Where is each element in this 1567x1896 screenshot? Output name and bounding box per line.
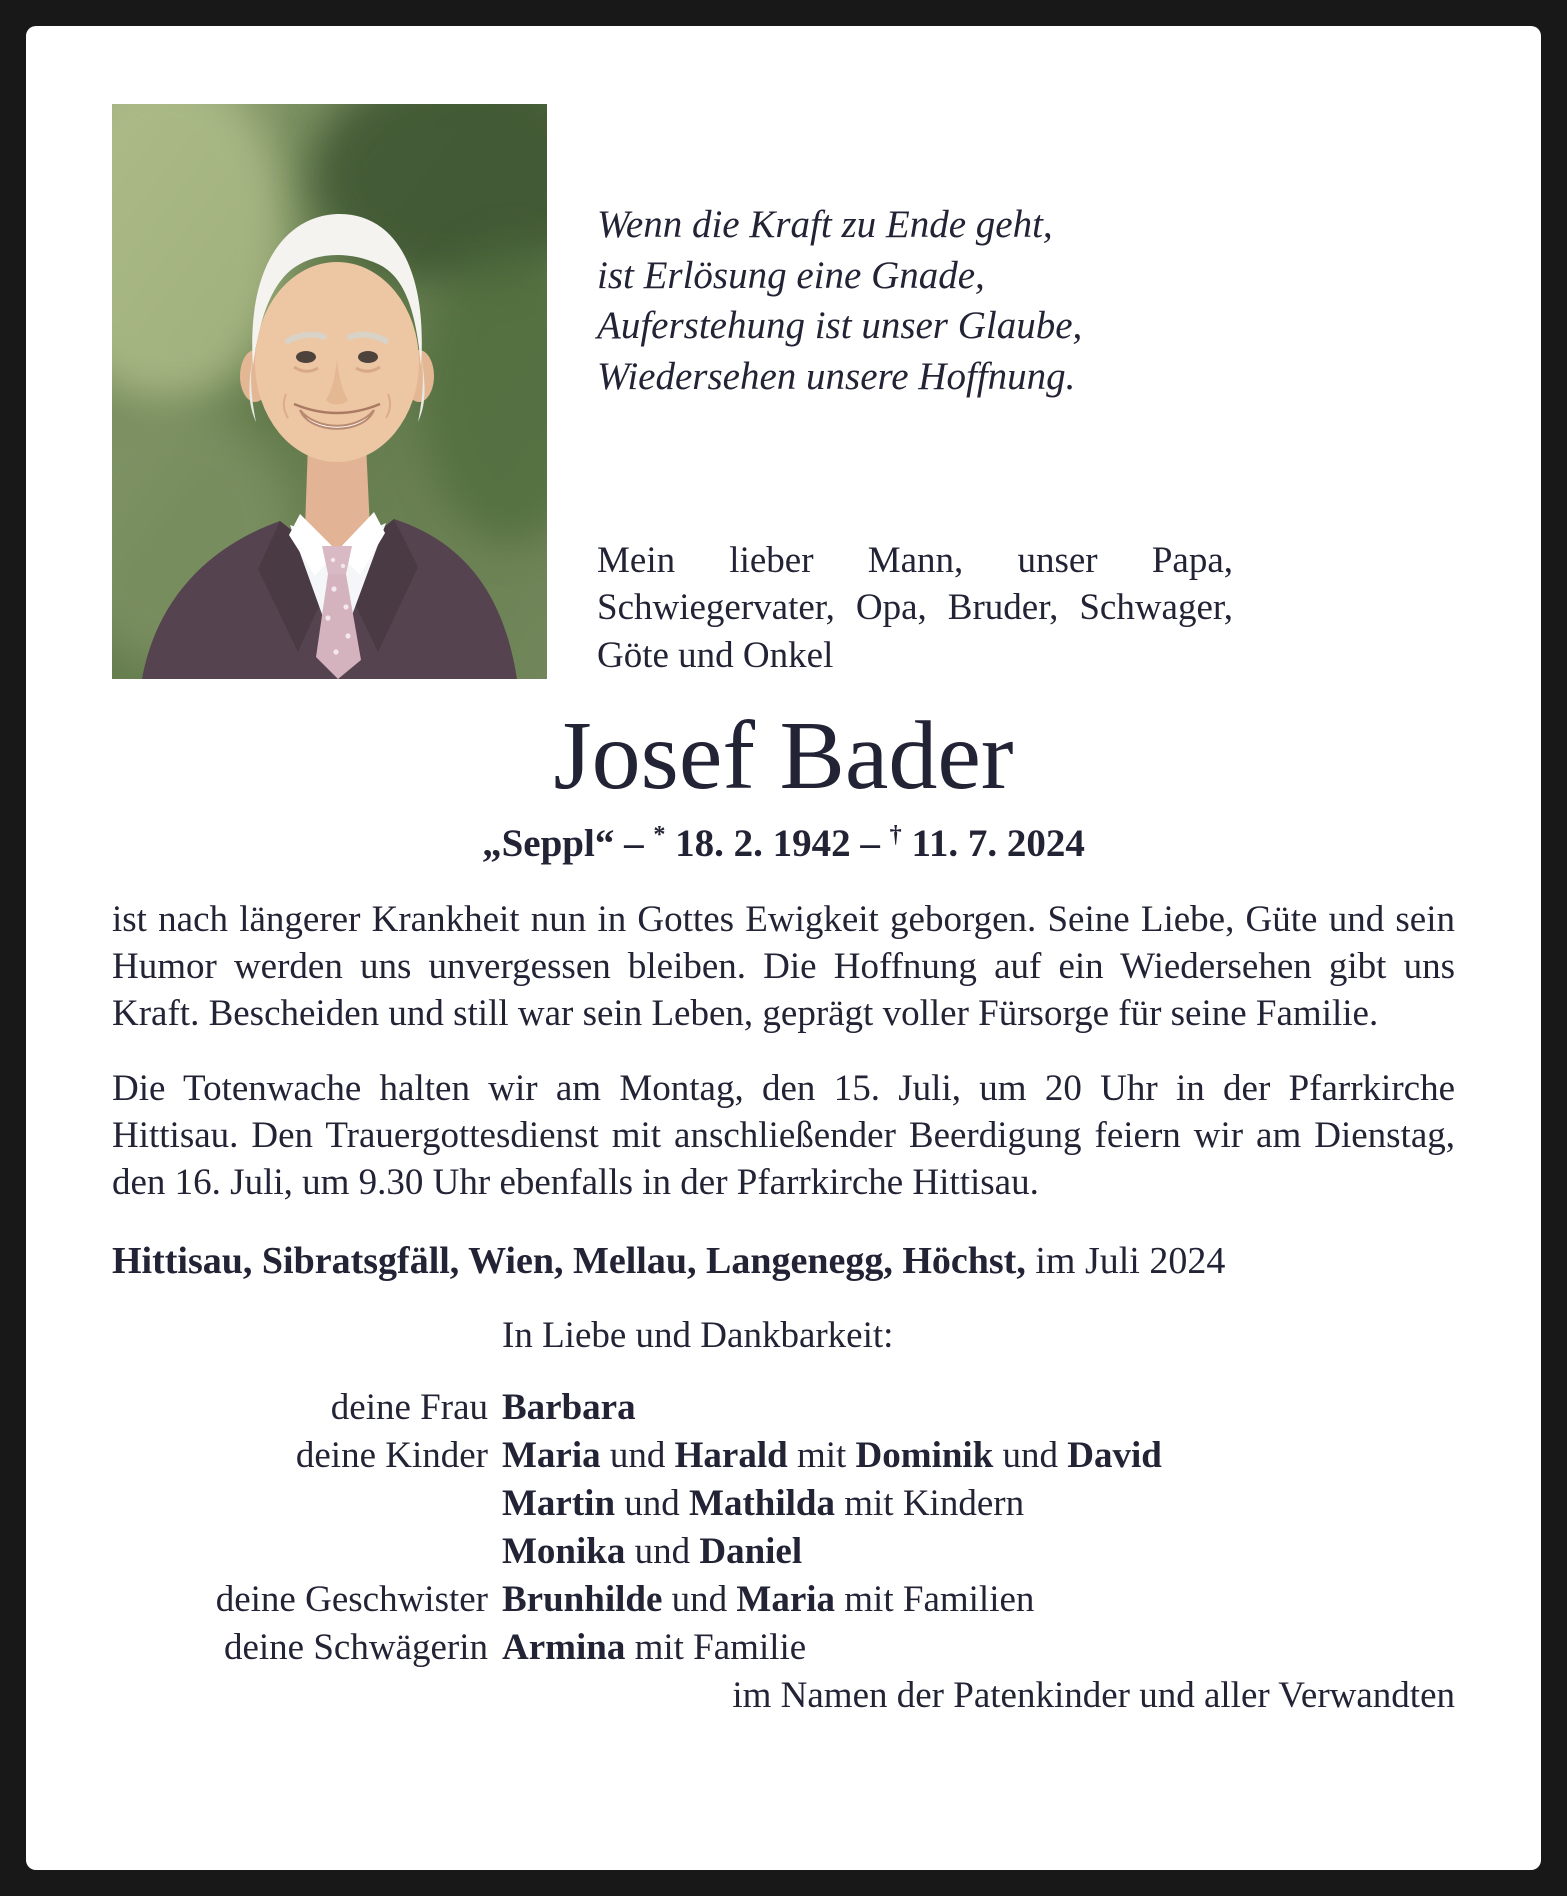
- places-bold: Hittisau, Sibratsgfäll, Wien, Mellau, Langenegg, Höchst,: [112, 1239, 1026, 1282]
- death-date: 11. 7. 2024: [911, 821, 1085, 865]
- right-column: [547, 104, 1455, 679]
- relation-names: Maria und Harald mit Dominik und David: [502, 1434, 1162, 1476]
- relation-label: deine Kinder: [295, 1434, 488, 1476]
- funeral-details: Die Totenwache halten wir am Montag, den 15. Juli, um 20 Uhr in der Pfarrkirche Hittisau. Den Trauergottesdienst mit anschließender Beerdigung feiern wir am Dienstag, den 16. Juli, um 9.30 Uhr ebenfalls in der Pfarrkirche Hittisau.: [112, 1067, 1455, 1203]
- places-date: im Juli 2024: [1025, 1239, 1226, 1282]
- verse-line: ist Erlösung eine Gnade,: [597, 253, 985, 297]
- relation-names: Martin und Mathilda mit Kindern: [502, 1482, 1025, 1524]
- portrait-illustration: [112, 104, 547, 679]
- memorial-verse: [597, 200, 1455, 403]
- birth-symbol: *: [653, 820, 666, 848]
- relation-label: deine Frau: [330, 1386, 488, 1428]
- places-line: [112, 1237, 1455, 1285]
- obituary-text: ist nach längerer Krankheit nun in Gottes Ewigkeit geborgen. Seine Liebe, Güte und sein Humor werden uns unvergessen bleiben. Die Hoffnung auf ein Wiedersehen gibt uns Kraft. Bescheiden und still war sein Leben, geprägt voller Fürsorge für seine Familie.: [112, 898, 1455, 1034]
- relation-label: [112, 1528, 488, 1576]
- dash-separator: –: [860, 821, 880, 865]
- relation-label: [112, 1480, 488, 1528]
- nickname: „Seppl“: [482, 821, 615, 865]
- dash-separator: –: [624, 821, 644, 865]
- top-section: [112, 104, 1455, 679]
- obituary-page: [26, 26, 1541, 1870]
- portrait-photo: [112, 104, 547, 679]
- life-dates: [112, 820, 1455, 869]
- verse-line: Wenn die Kraft zu Ende geht,: [597, 203, 1053, 246]
- verse-line: Auferstehung ist unser Glaube,: [597, 304, 1083, 348]
- relation-names: Monika und Daniel: [502, 1531, 803, 1573]
- relation-names: Barbara: [502, 1386, 636, 1428]
- relation-intro: Mein lieber Mann, unser Papa, Schwiegervater, Opa, Bruder, Schwager, Göte und Onkel: [597, 539, 1233, 676]
- relation-label: deine Schwägerin: [223, 1627, 488, 1669]
- closing-line: im Namen der Patenkinder und aller Verwandten: [732, 1675, 1455, 1717]
- relation-label: deine Geschwister: [215, 1579, 488, 1621]
- relation-names: Brunhilde und Maria mit Familien: [502, 1579, 1035, 1621]
- death-symbol: †: [889, 820, 902, 848]
- birth-date: 18. 2. 1942: [675, 821, 851, 865]
- verse-line: Wiedersehen unsere Hoffnung.: [597, 355, 1076, 399]
- family-list: [112, 1384, 1455, 1721]
- deceased-name: Josef Bader: [553, 702, 1014, 810]
- gratitude-line: In Liebe und Dankbarkeit:: [502, 1314, 894, 1356]
- relation-names: Armina mit Familie: [502, 1627, 807, 1669]
